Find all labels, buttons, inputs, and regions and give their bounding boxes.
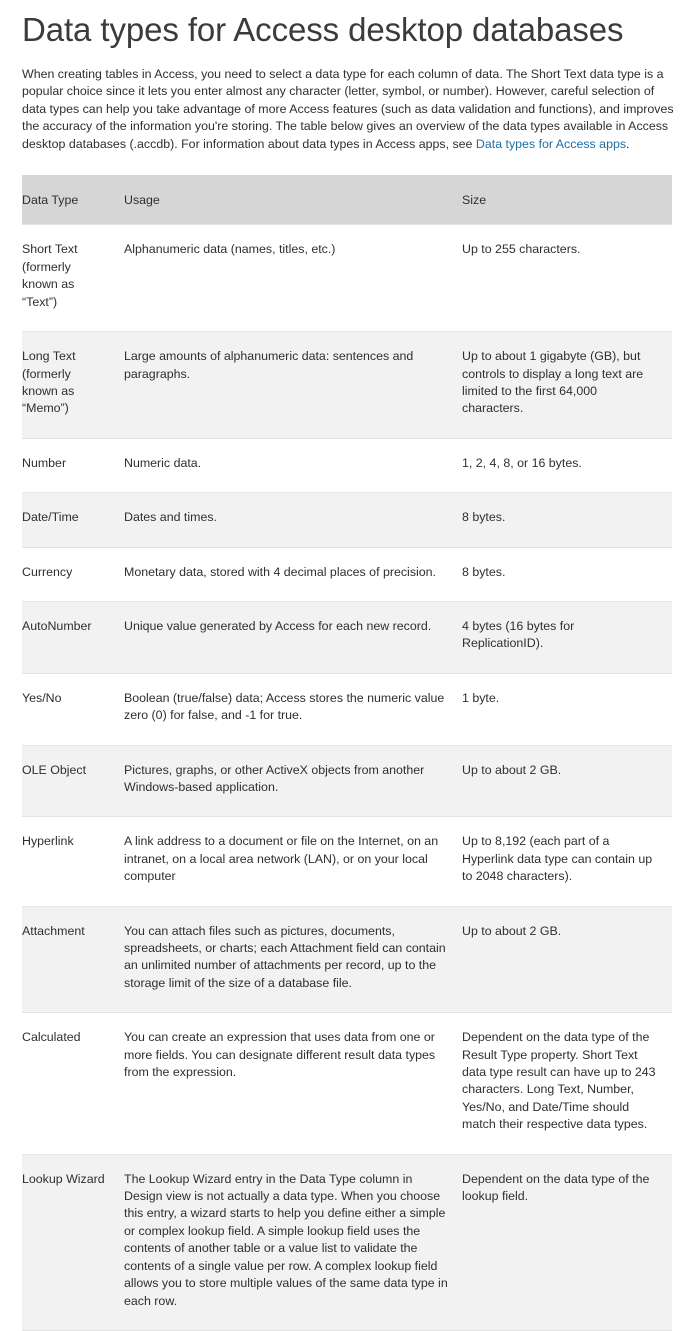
cell-usage: Numeric data. [124, 438, 462, 492]
table-row [22, 673, 672, 745]
column-header-size: Size [462, 175, 672, 225]
cell-size: Up to about 2 GB. [462, 906, 672, 1013]
table-row [22, 438, 672, 492]
cell-usage: A link address to a document or file on the Internet, on an intranet, on a local area network (LAN), or on your local computer [124, 817, 462, 906]
intro-text-before-link: When creating tables in Access, you need to select a data type for each column of data. The Short Text data type is a popular choice since it lets you enter almost any character (letter, symbol, or number). However, careful selection of data types can help you take advantage of more Access features (such as data validation and functions), and improves the accuracy of the information you're storing. The table below gives an overview of the data types available in Access desktop databases (.accdb). For information about data types in Access apps, see [22, 66, 674, 151]
cell-data-type: Yes/No [22, 673, 124, 745]
cell-data-type: Hyperlink [22, 817, 124, 906]
cell-size: 4 bytes (16 bytes for ReplicationID). [462, 601, 672, 673]
cell-data-type: Short Text (formerly known as “Text”) [22, 225, 124, 332]
table-row [22, 225, 672, 332]
cell-size: Up to 8,192 (each part of a Hyperlink data type can contain up to 2048 characters). [462, 817, 672, 906]
cell-data-type: Number [22, 438, 124, 492]
cell-size: 1 byte. [462, 673, 672, 745]
cell-data-type: Lookup Wizard [22, 1154, 124, 1330]
cell-data-type: AutoNumber [22, 601, 124, 673]
cell-size: Up to 255 characters. [462, 225, 672, 332]
table-row [22, 1013, 672, 1154]
cell-usage: Large amounts of alphanumeric data: sentences and paragraphs. [124, 332, 462, 439]
table-row [22, 817, 672, 906]
cell-size: Up to about 1 gigabyte (GB), but controls to display a long text are limited to the first 64,000 characters. [462, 332, 672, 439]
cell-data-type: Attachment [22, 906, 124, 1013]
intro-text-after-link: . [626, 136, 630, 151]
table-body [22, 225, 672, 1330]
cell-size: Dependent on the data type of the lookup field. [462, 1154, 672, 1330]
table-row [22, 601, 672, 673]
column-header-usage: Usage [124, 175, 462, 225]
cell-size: Up to about 2 GB. [462, 745, 672, 817]
cell-usage: You can attach files such as pictures, documents, spreadsheets, or charts; each Attachment field can contain an unlimited number of attachments per record, up to the storage limit of the size of a database file. [124, 906, 462, 1013]
cell-usage: The Lookup Wizard entry in the Data Type column in Design view is not actually a data type. When you choose this entry, a wizard starts to help you define either a simple or complex lookup field. A simple lookup field uses the contents of another table or a value list to validate the contents of a single value per row. A complex lookup field allows you to store multiple values of the same data type in each row. [124, 1154, 462, 1330]
table-row [22, 493, 672, 547]
cell-usage: You can create an expression that uses data from one or more fields. You can designate different result data types from the expression. [124, 1013, 462, 1154]
article-page [0, 11, 694, 1331]
cell-usage: Dates and times. [124, 493, 462, 547]
table-row [22, 332, 672, 439]
data-types-table [22, 175, 672, 1331]
page-title: Data types for Access desktop databases [22, 11, 624, 48]
table-header [22, 175, 672, 225]
cell-size: 1, 2, 4, 8, or 16 bytes. [462, 438, 672, 492]
table-header-row [22, 175, 672, 225]
cell-usage: Pictures, graphs, or other ActiveX objects from another Windows-based application. [124, 745, 462, 817]
table-row [22, 1154, 672, 1330]
cell-usage: Alphanumeric data (names, titles, etc.) [124, 225, 462, 332]
table-row [22, 547, 672, 601]
intro-paragraph [22, 66, 674, 153]
cell-data-type: Date/Time [22, 493, 124, 547]
table-row [22, 906, 672, 1013]
cell-usage: Unique value generated by Access for each new record. [124, 601, 462, 673]
cell-usage: Boolean (true/false) data; Access stores the numeric value zero (0) for false, and -1 for true. [124, 673, 462, 745]
table-row [22, 745, 672, 817]
cell-size: 8 bytes. [462, 547, 672, 601]
column-header-data-type: Data Type [22, 175, 124, 225]
cell-usage: Monetary data, stored with 4 decimal places of precision. [124, 547, 462, 601]
cell-data-type: Calculated [22, 1013, 124, 1154]
cell-size: 8 bytes. [462, 493, 672, 547]
cell-data-type: Long Text (formerly known as “Memo”) [22, 332, 124, 439]
cell-data-type: OLE Object [22, 745, 124, 817]
data-types-for-access-apps-link[interactable]: Data types for Access apps [475, 136, 627, 151]
cell-data-type: Currency [22, 547, 124, 601]
cell-size: Dependent on the data type of the Result Type property. Short Text data type result can have up to 243 characters. Long Text, Number, Yes/No, and Date/Time should match their respective data types. [462, 1013, 672, 1154]
